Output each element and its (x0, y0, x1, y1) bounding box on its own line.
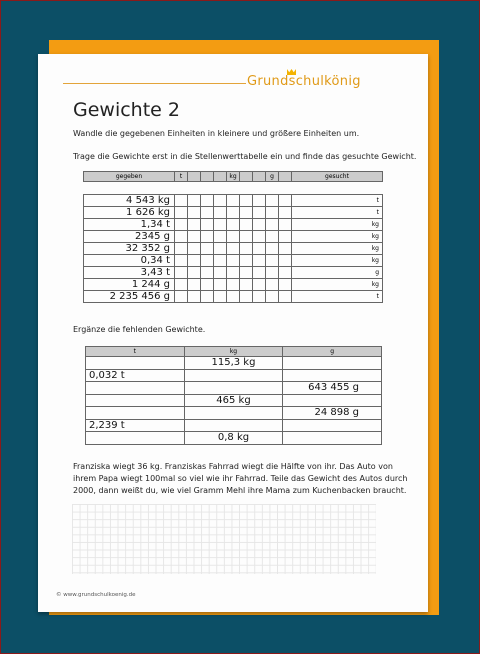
given-value: 2 235 456 g (84, 291, 175, 303)
table-row (84, 207, 383, 219)
g-cell: 643 455 g (283, 382, 382, 395)
given-value: 1,34 t (84, 219, 175, 231)
brand-rule (63, 83, 246, 84)
wanted-unit: kg (292, 231, 383, 243)
answer-grid (72, 504, 376, 574)
header-kg: kg (227, 172, 240, 182)
table-row (84, 243, 383, 255)
table-row (84, 255, 383, 267)
header-g: g (266, 172, 279, 182)
table-row (84, 267, 383, 279)
t-cell: 2,239 t (86, 419, 185, 432)
table-row (86, 419, 382, 432)
wanted-unit: kg (292, 243, 383, 255)
header-wanted: gesucht (292, 172, 383, 182)
table-row (86, 382, 382, 395)
table-row (84, 231, 383, 243)
header-g: g (283, 347, 382, 357)
wanted-unit: kg (292, 279, 383, 291)
word-problem-line-3: 2000, dann weißt du, wie viel Gramm Mehl ihre Mama zum Kuchenbacken braucht. (73, 486, 407, 495)
given-value: 2345 g (84, 231, 175, 243)
instruction-convert: Wandle die gegebenen Einheiten in kleinere und größere Einheiten um. (73, 129, 360, 138)
instruction-place-value: Trage die Gewichte erst in die Stellenwerttabelle ein und finde das gesuchte Gewicht. (73, 152, 417, 161)
place-value-table (83, 171, 383, 303)
table-header-row (86, 347, 382, 357)
kg-cell: 0,8 kg (184, 432, 283, 445)
footer-copyright: © www.grundschulkoenig.de (56, 592, 136, 598)
header-t: t (86, 347, 185, 357)
word-problem-line-1: Franziska wiegt 36 kg. Franziskas Fahrrad wiegt die Hälfte von ihr. Das Auto von (73, 462, 393, 471)
table-row (86, 357, 382, 370)
wanted-unit: t (292, 207, 383, 219)
kg-cell: 465 kg (184, 394, 283, 407)
given-value: 3,43 t (84, 267, 175, 279)
table-row (84, 195, 383, 207)
table-row (84, 219, 383, 231)
t-cell: 0,032 t (86, 369, 185, 382)
header-given: gegeben (84, 172, 175, 182)
given-value: 1 244 g (84, 279, 175, 291)
given-value: 4 543 kg (84, 195, 175, 207)
word-problem-line-2: ihrem Papa wiegt 100mal so viel wie ihr Fahrrad. Teile das Gewicht des Autos durch (73, 474, 408, 483)
g-cell: 24 898 g (283, 407, 382, 420)
table-row (86, 407, 382, 420)
given-value: 1 626 kg (84, 207, 175, 219)
table-row (86, 394, 382, 407)
table-row (84, 279, 383, 291)
table-row (84, 291, 383, 303)
brand-logo: Grundschulkönig (247, 74, 361, 89)
missing-weights-table (85, 346, 382, 445)
header-t: t (175, 172, 188, 182)
wanted-unit: t (292, 195, 383, 207)
given-value: 32 352 g (84, 243, 175, 255)
table-header-row (84, 172, 383, 182)
wanted-unit: kg (292, 255, 383, 267)
table-row (86, 369, 382, 382)
wanted-unit: t (292, 291, 383, 303)
wanted-unit: g (292, 267, 383, 279)
table-row (86, 432, 382, 445)
instruction-fill-missing: Ergänze die fehlenden Gewichte. (73, 325, 206, 334)
header-kg: kg (184, 347, 283, 357)
page-title: Gewichte 2 (73, 99, 180, 121)
kg-cell: 115,3 kg (184, 357, 283, 370)
given-value: 0,34 t (84, 255, 175, 267)
wanted-unit: kg (292, 219, 383, 231)
